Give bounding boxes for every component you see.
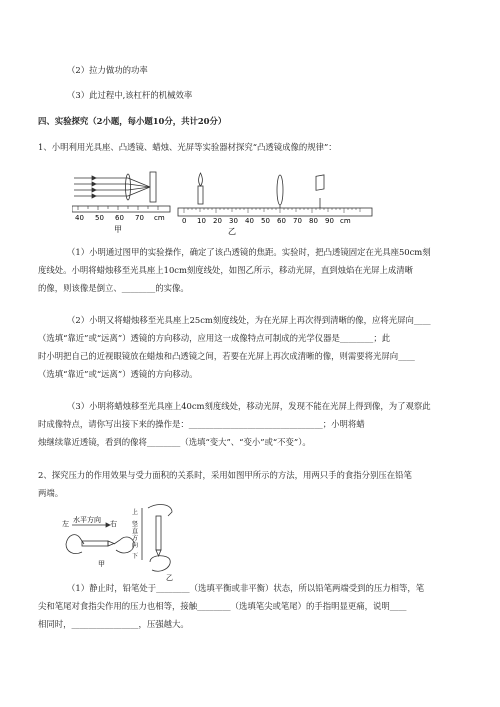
direction-label-vertical (132, 520, 138, 549)
figure-yi-optical-bench (176, 160, 376, 236)
arrow-icon (92, 182, 96, 186)
tick-label: 60 (277, 217, 286, 225)
p1-q2-line2: （选填“靠近”或“远离”）透镜的方向移动，应用这一成像特点可制成的光学仪器是________；此 (38, 333, 391, 343)
tick-label: 70 (293, 217, 302, 225)
lower-hand (150, 556, 170, 572)
left-hand (66, 535, 84, 544)
p1-q2-line4: （选填“靠近”或“远离”）透镜的方向移动。 (38, 369, 198, 379)
candle-flame (199, 173, 203, 186)
p1-q1-line3: 的像，则该像是倒立、________的实像。 (38, 283, 189, 293)
pencil-tip (156, 550, 161, 556)
direction-label: 上 (132, 509, 139, 516)
p1-q1-line1: （1）小明通过图甲的实验操作，确定了该凸透镜的焦距。实验时，把凸透镜固定在光具座50cm刻 (67, 247, 431, 257)
pencil (156, 516, 161, 550)
tick-label: 50 (261, 217, 270, 225)
p1-q2-line3: 时小明把自己的近视眼镜放在蜡烛和凸透镜之间，若要在光屏上再次成清晰的像，则需要将光屏向____ (38, 351, 415, 361)
tick-label: 80 (309, 217, 318, 225)
tick-label: 40 (245, 217, 254, 225)
candle (198, 186, 203, 204)
tick-label: 90 (325, 217, 334, 225)
problem-1-intro: 1、小明利用光具座、凸透镜、蜡烛、光屏等实验器材探究“凸透镜成像的规律”： (38, 142, 337, 152)
figure-label: 甲 (114, 225, 122, 234)
arrow-icon (92, 194, 96, 198)
p1-q3-line2: 时成像特点，请你写出接下来的操作是：________________________________；小明将蜡 (38, 419, 365, 429)
upper-hand (148, 505, 172, 516)
unit-label: cm (340, 217, 351, 225)
tick-label: 70 (135, 214, 144, 222)
direction-label: 水平方向 (73, 516, 101, 524)
figure-label: 乙 (228, 227, 236, 236)
pencil (82, 541, 108, 546)
figure-pencil-vertical (128, 500, 184, 582)
question-3: （3）此过程中,该杠杆的机械效率 (67, 90, 193, 100)
figure-jia-focal-length (72, 162, 172, 234)
p1-q1-line2: 度线处。小明将蜡烛移至光具座上10cm刻度线处，如图乙所示，移动光屏，直到烛焰在光屏上成清晰 (38, 265, 414, 275)
tick-label: 20 (213, 217, 222, 225)
direction-label: 右 (110, 520, 117, 528)
arrow-icon (92, 176, 96, 180)
pencil-tip (108, 541, 114, 546)
optical-bench (178, 208, 372, 216)
section-heading: 四、实验探究（2小题，每小题10分，共计20分） (38, 116, 227, 126)
figure-label: 甲 (98, 560, 105, 568)
optical-bench (72, 206, 170, 212)
unit-label: cm (154, 214, 165, 222)
tick-label: 40 (75, 214, 84, 222)
question-2: （2）拉力做功的功率 (67, 65, 148, 75)
tick-label: 0 (182, 217, 187, 225)
arrow-icon (92, 188, 96, 192)
direction-label: 下 (132, 553, 139, 560)
p1-q3-line1: （3）小明将蜡烛移至光具座上40cm刻度线处，移动光屏，发现不能在光屏上得到像，为了观察此 (67, 401, 431, 411)
p1-q3-line3: 烛继续靠近透镜，看到的像将________（选填“变大”、“变小”或“不变”）。 (38, 437, 311, 447)
direction-label: 左 (62, 520, 69, 528)
tick-label: 50 (95, 214, 104, 222)
figure-label: 乙 (166, 574, 173, 582)
tick-label: 30 (229, 217, 238, 225)
light-screen (316, 175, 324, 190)
convex-lens (277, 175, 283, 205)
p2-q1-line2: 尖和笔尾对食指尖作用的压力也相等，接触________（选填笔尖或笔尾）的手指明显更痛，说明____ (38, 601, 407, 611)
p1-q2-line1: （2）小明又将蜡烛移至光具座上25cm刻度线处，为在光屏上再次得到清晰的像，应将光屏向____ (67, 315, 431, 325)
tick-label: 10 (197, 217, 206, 225)
problem-2-intro-line1: 2、探究压力的作用效果与受力面积的关系时，采用如图甲所示的方法，用两只手的食指分别压在铅笔 (38, 470, 412, 480)
p2-q1-line1: （1）静止时，铅笔处于________（选填平衡或非平衡）状态，所以铅笔两端受到的压力相等，笔 (67, 583, 425, 593)
tick-label: 60 (115, 214, 124, 222)
direction-char: 竖直方向 (132, 521, 139, 549)
problem-2-intro-line2: 两端。 (38, 488, 64, 498)
p2-q1-line3: 相同时，________________，压强越大。 (38, 619, 189, 629)
light-screen (150, 172, 156, 202)
